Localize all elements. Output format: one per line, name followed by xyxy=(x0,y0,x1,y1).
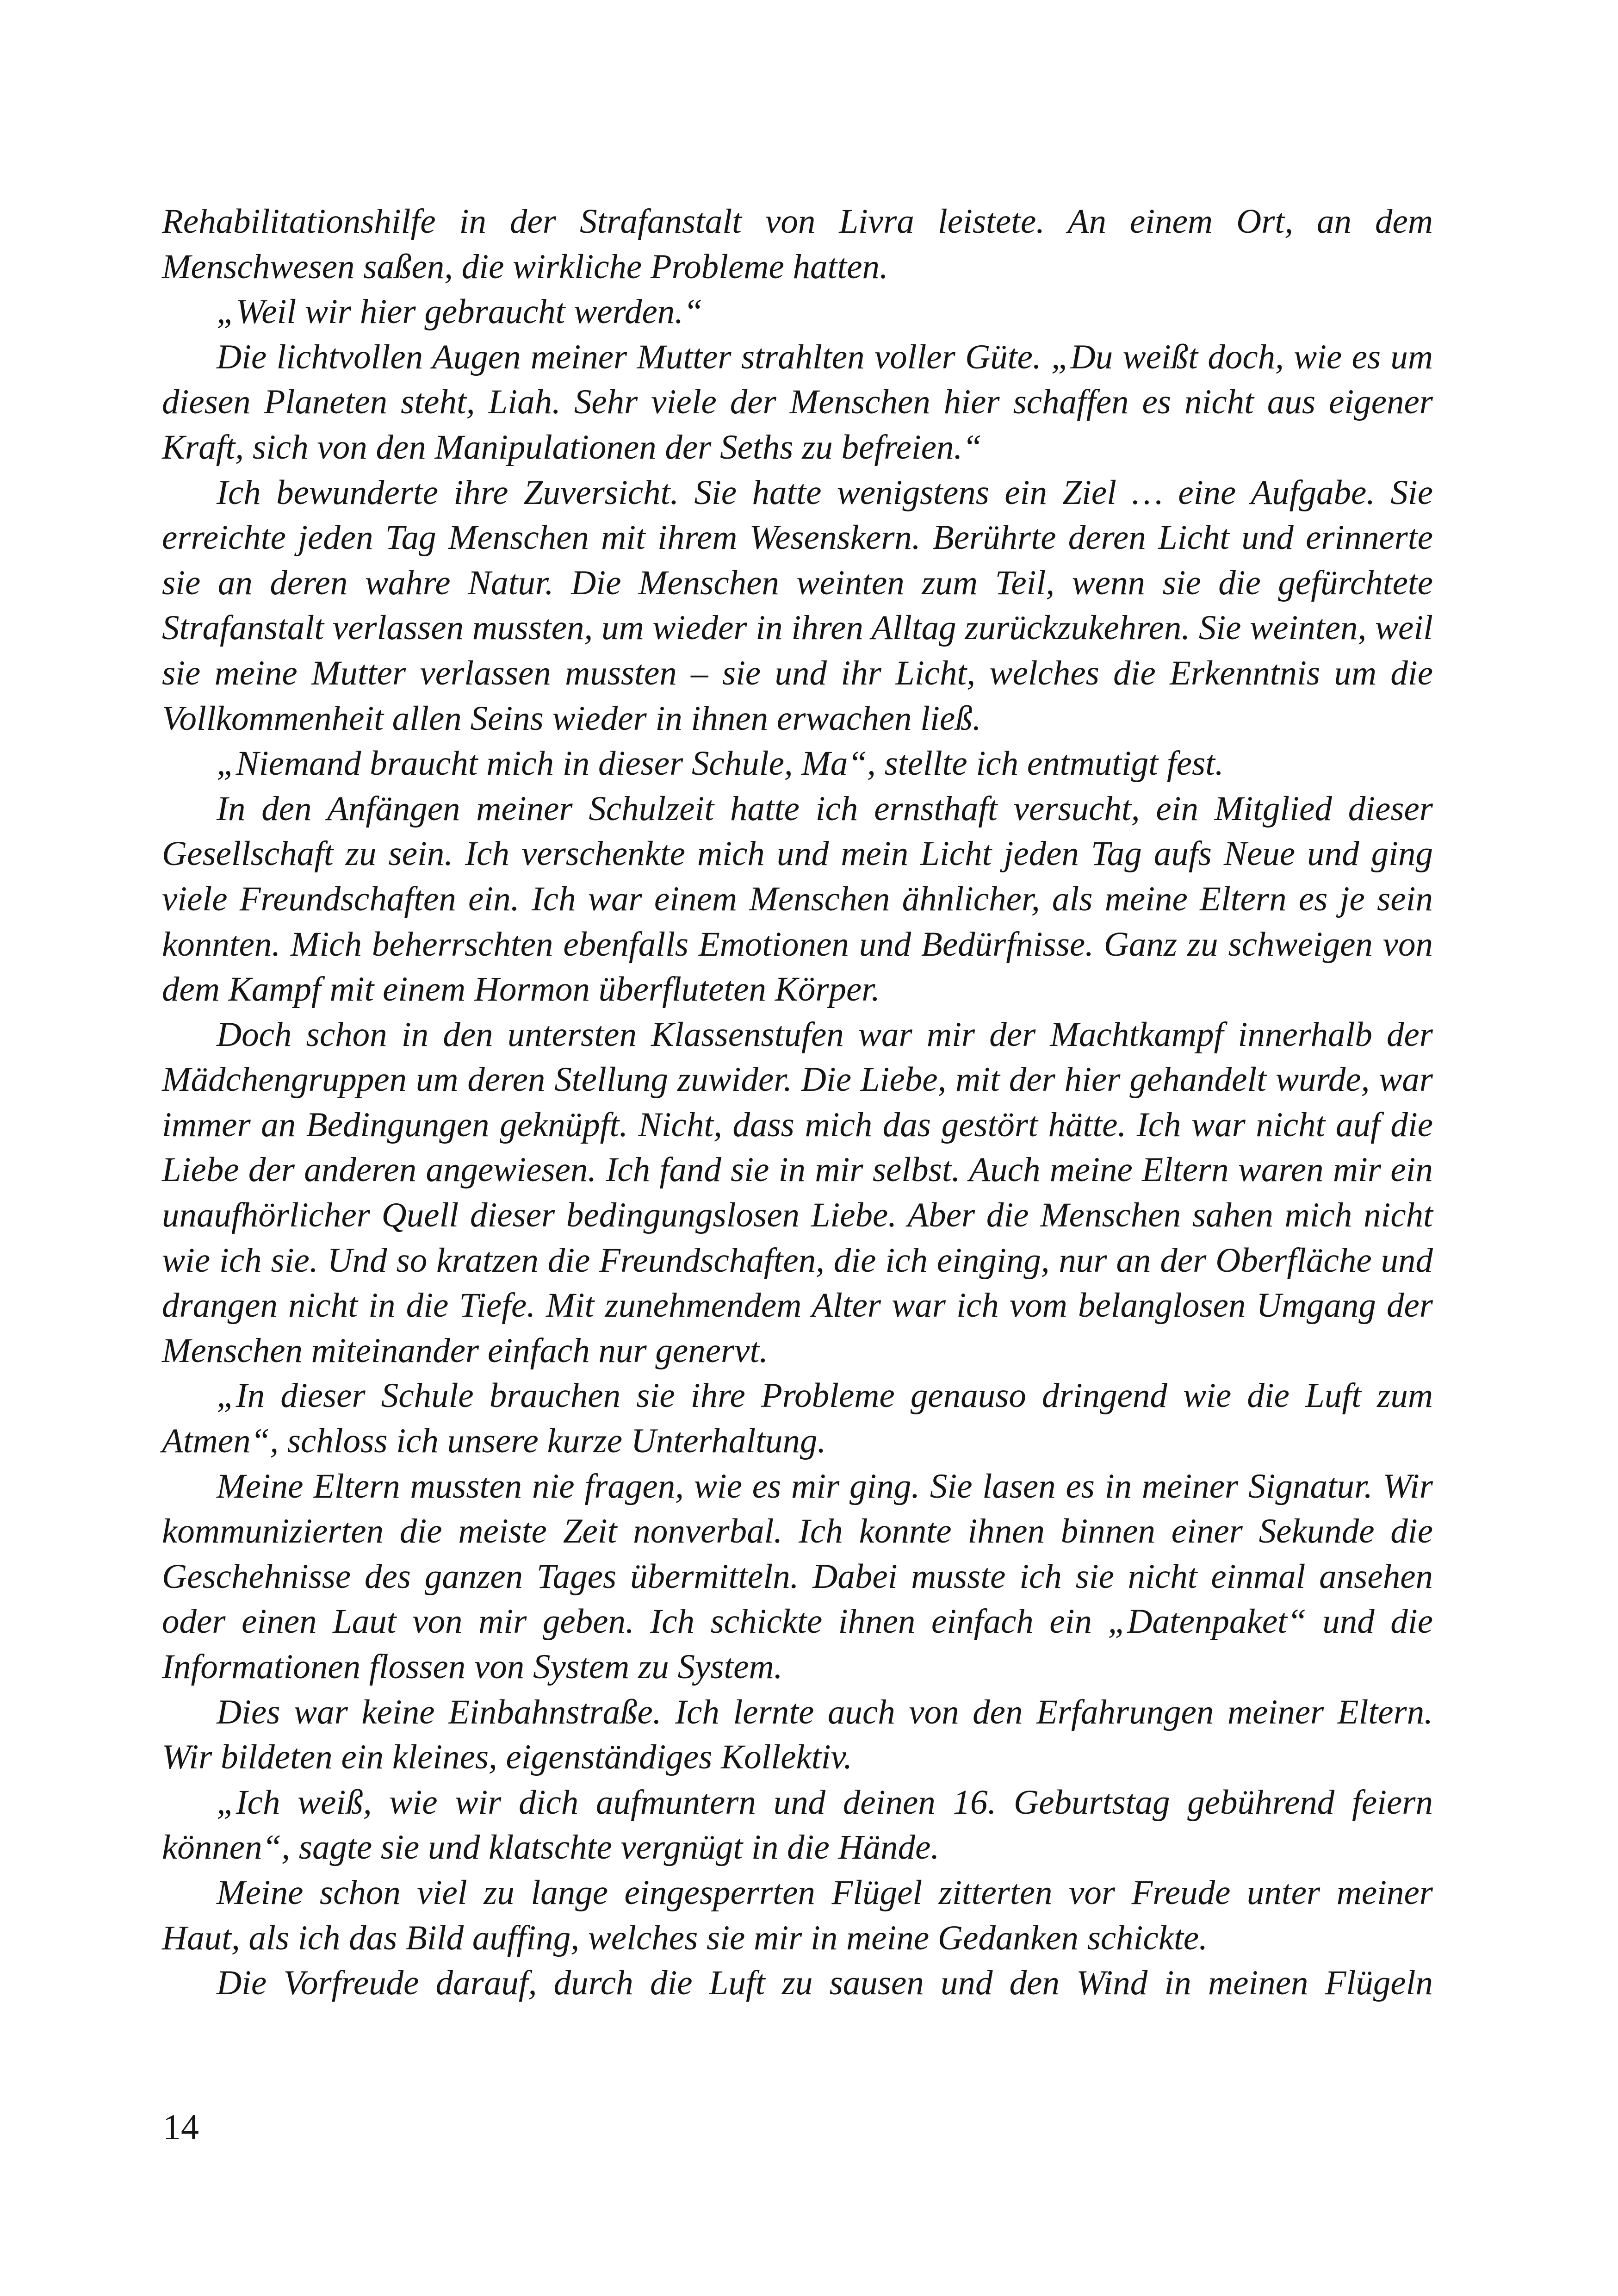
page-number: 14 xyxy=(163,2107,199,2147)
paragraph: Rehabilitationshilfe in der Strafanstalt von Livra leistete. An einem Ort, an dem Menschwesen saßen, die wirkliche Probleme hatten. xyxy=(162,202,1433,286)
paragraph: „Niemand braucht mich in dieser Schule, Ma“, stellte ich entmutigt fest. xyxy=(217,744,1224,783)
paragraph: Meine Eltern mussten nie fragen, wie es mir ging. Sie lasen es in meiner Signatur. Wir kommunizierten die meiste Zeit nonverbal. Ich konnte ihnen binnen einer Sekunde die Geschehnisse des ganzen Tages übermitteln. Dabei musste ich sie nicht einmal ansehen oder einen Laut von mir geben. Ich schickte ihnen einfach ein „Datenpaket“ und die Informationen flossen von System zu System. xyxy=(162,1467,1433,1686)
paragraph: „Ich weiß, wie wir dich aufmuntern und deinen 16. Geburtstag gebührend feiern können“, sagte sie und klatschte vergnügt in die Hände. xyxy=(162,1783,1433,1867)
last-line: Die Vorfreude darauf, durch die Luft zu sausen und den Wind in meinen Flügeln xyxy=(217,1964,1433,2003)
paragraph: Ich bewunderte ihre Zuversicht. Sie hatte wenigstens ein Ziel … eine Aufgabe. Sie erreichte jeden Tag Menschen mit ihrem Wesenskern. Berührte deren Licht und erinnerte sie an deren wahre Natur. Die Menschen weinten zum Teil, wenn sie die gefürchtete Strafanstalt verlassen mussten, um wieder in ihren Alltag zurückzukehren. Sie weinten, weil sie meine Mutter verlassen mussten – sie und ihr Licht, welches die Erkenntnis um die Vollkommenheit allen Seins wieder in ihnen erwachen ließ. xyxy=(162,473,1433,738)
paragraph: Doch schon in den untersten Klassenstufen war mir der Machtkampf innerhalb der Mädchengruppen um deren Stellung zuwider. Die Liebe, mit der hier gehandelt wurde, war immer an Bedingungen geknüpft. Nicht, dass mich das gestört hätte. Ich war nicht auf die Liebe der anderen angewiesen. Ich fand sie in mir selbst. Auch meine Eltern waren mir ein unaufhörlicher Quell dieser bedingungslosen Liebe. Aber die Menschen sahen mich nicht wie ich sie. Und so kratzen die Freundschaften, die ich einging, nur an der Oberfläche und drangen nicht in die Tiefe. Mit zunehmendem Alter war ich vom belanglosen Umgang der Menschen miteinander einfach nur genervt. xyxy=(162,1015,1433,1370)
paragraph: Dies war keine Einbahnstraße. Ich lernte auch von den Erfahrungen meiner Eltern. Wir bildeten ein kleines, eigenständiges Kollektiv. xyxy=(162,1692,1433,1777)
paragraph: „Weil wir hier gebraucht werden.“ xyxy=(217,292,703,331)
paragraph: Die lichtvollen Augen meiner Mutter strahlten voller Güte. „Du weißt doch, wie es um diesen Planeten steht, Liah. Sehr viele der Menschen hier schaffen es nicht aus eigener Kraft, sich von den Manipulationen der Seths zu befreien.“ xyxy=(162,337,1433,467)
body-text xyxy=(162,199,1433,2006)
paragraph: Meine schon viel zu lange eingesperrten Flügel zitterten vor Freude unter meiner Haut, als ich das Bild auffing, welches sie mir in meine Gedanken schickte. xyxy=(162,1873,1433,1957)
paragraph: In den Anfängen meiner Schulzeit hatte ich ernsthaft versucht, ein Mitglied dieser Gesellschaft zu sein. Ich verschenkte mich und mein Licht jeden Tag aufs Neue und ging viele Freundschaften ein. Ich war einem Menschen ähnlicher, als meine Eltern es je sein konnten. Mich beherrschten ebenfalls Emotionen und Bedürfnisse. Ganz zu schweigen von dem Kampf mit einem Hormon überfluteten Körper. xyxy=(162,789,1433,1009)
paragraph: „In dieser Schule brauchen sie ihre Probleme genauso dringend wie die Luft zum Atmen“, schloss ich unsere kurze Unterhaltung. xyxy=(162,1376,1433,1461)
